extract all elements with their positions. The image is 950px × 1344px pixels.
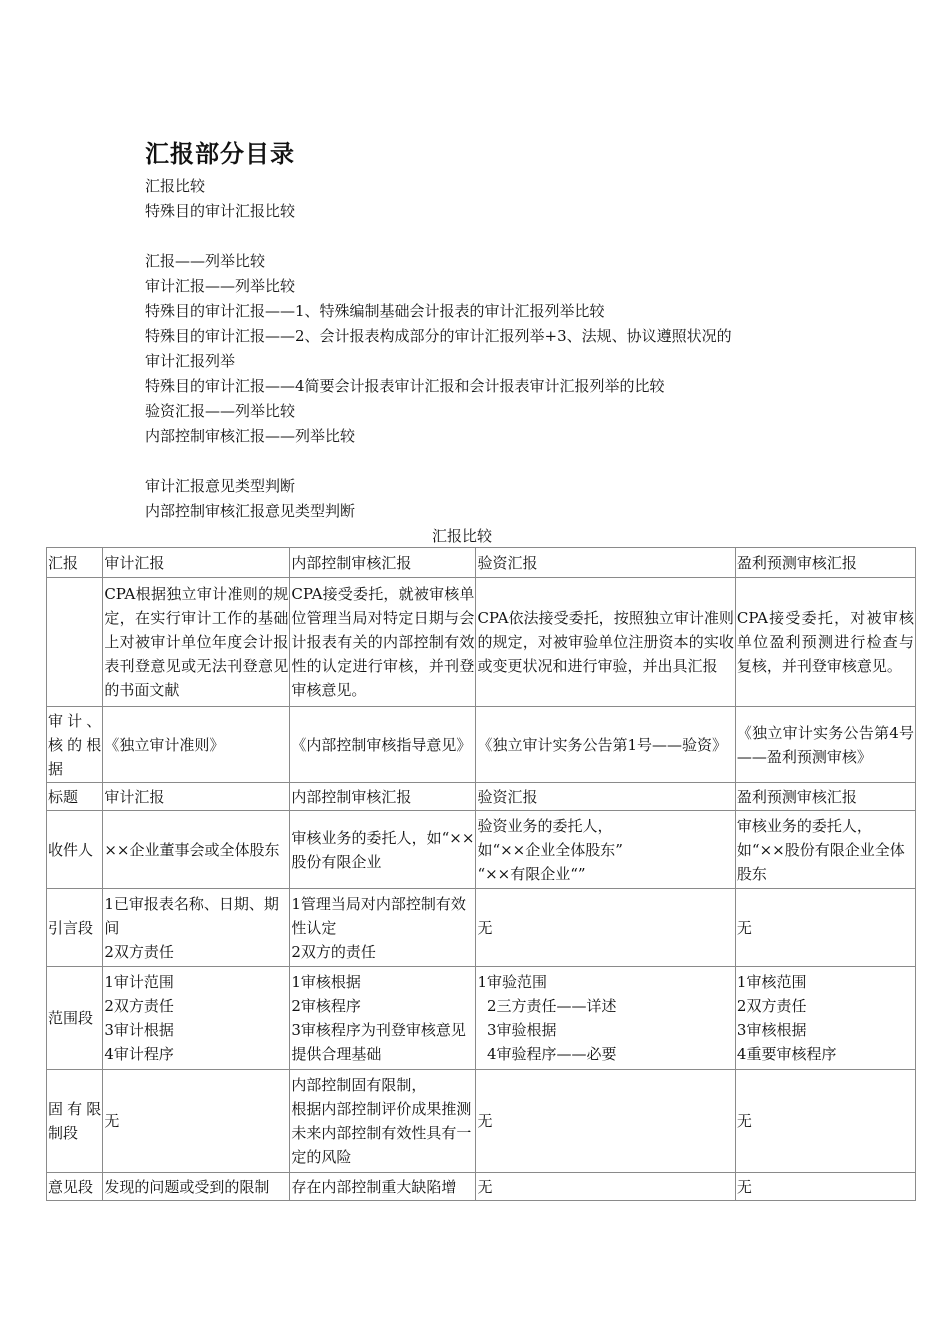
table-row-inherent-limitation	[47, 1070, 916, 1173]
table-caption: 汇报比较	[431, 527, 492, 545]
table-cell: CPA根据独立审计准则的规定，在实行审计工作的基础上对被审计单位年度会计报表刊登意见或无法刊登意见的书面文献	[103, 578, 290, 707]
table-cell: 内部控制固有限制， 根据内部控制评价成果推测未来内部控制有效性具有一定的风险	[290, 1070, 476, 1173]
toc-item[interactable]: 内部控制审核汇报——列举比较	[145, 427, 356, 445]
toc-item[interactable]: 审计汇报意见类型判断	[145, 477, 296, 495]
header-cell: 盈利预测审核汇报	[735, 548, 915, 578]
toc-item[interactable]: 特殊目的审计汇报——2、会计报表构成部分的审计汇报列举+3、法规、协议遵照状况的	[145, 327, 732, 345]
table-cell: ××企业董事会或全体股东	[103, 811, 290, 889]
table-cell: 审核业务的委托人，如“××股份有限企业	[290, 811, 476, 889]
header-cell: 内部控制审核汇报	[290, 548, 476, 578]
table-cell: CPA接受委托，就被审核单位管理当局对特定日期与会计报表有关的内部控制有效性的认定进行审核，并刊登审核意见。	[290, 578, 476, 707]
row-label: 审计、核的根据	[47, 707, 103, 783]
row-label	[47, 578, 103, 707]
toc-item[interactable]: 特殊目的审计汇报——4简要会计报表审计汇报和会计报表审计汇报列举的比较	[145, 377, 665, 395]
table-cell: 无	[735, 1173, 915, 1201]
table-cell: 1审计范围 2双方责任 3审计根据 4审计程序	[103, 967, 290, 1070]
comparison-table	[46, 547, 916, 1201]
table-cell: 盈利预测审核汇报	[735, 783, 915, 811]
table-row-title	[47, 783, 916, 811]
table-cell: 1审核范围 2双方责任 3审核根据 4重要审核程序	[735, 967, 915, 1070]
toc-item[interactable]: 审计汇报列举	[145, 352, 236, 370]
page-title: 汇报部分目录	[145, 140, 295, 168]
header-cell: 汇报	[47, 548, 103, 578]
table-header-row	[47, 548, 916, 578]
table-cell: 存在内部控制重大缺陷增	[290, 1173, 476, 1201]
table-cell: 审计汇报	[103, 783, 290, 811]
table-cell: 《独立审计实务公告第1号——验资》	[476, 707, 735, 783]
row-label: 意见段	[47, 1173, 103, 1201]
table-cell: 《内部控制审核指导意见》	[290, 707, 476, 783]
table-cell: 1已审报表名称、日期、期间 2双方责任	[103, 889, 290, 967]
header-cell: 审计汇报	[103, 548, 290, 578]
table-cell: 无	[735, 1070, 915, 1173]
table-row-opinion	[47, 1173, 916, 1201]
table-cell: 1管理当局对内部控制有效性认定 2双方的责任	[290, 889, 476, 967]
table-row-scope	[47, 967, 916, 1070]
row-label: 标题	[47, 783, 103, 811]
row-label: 收件人	[47, 811, 103, 889]
table-cell: 《独立审计准则》	[103, 707, 290, 783]
row-label: 固有限制段	[47, 1070, 103, 1173]
table-row-basis	[47, 707, 916, 783]
toc-item[interactable]: 特殊目的审计汇报比较	[145, 202, 296, 220]
toc-item[interactable]: 内部控制审核汇报意见类型判断	[145, 502, 356, 520]
table-cell: 验资业务的委托人， 如“××企业全体股东” “××有限企业“”	[476, 811, 735, 889]
table-cell: 无	[476, 1070, 735, 1173]
table-of-contents	[145, 174, 825, 524]
table-cell: CPA依法接受委托，按照独立审计准则的规定，对被审验单位注册资本的实收或变更状况和进行审验，并出具汇报	[476, 578, 735, 707]
table-cell: 内部控制审核汇报	[290, 783, 476, 811]
row-label: 引言段	[47, 889, 103, 967]
table-cell: 无	[735, 889, 915, 967]
table-row-definition	[47, 578, 916, 707]
table-cell: 发现的问题或受到的限制	[103, 1173, 290, 1201]
table-cell: 《独立审计实务公告第4号——盈利预测审核》	[735, 707, 915, 783]
table-row-recipient	[47, 811, 916, 889]
toc-item[interactable]: 验资汇报——列举比较	[145, 402, 296, 420]
table-cell: 无	[476, 889, 735, 967]
table-cell: 1审验范围 2三方责任——详述 3审验根据 4审验程序——必要	[476, 967, 735, 1070]
row-label: 范围段	[47, 967, 103, 1070]
header-cell: 验资汇报	[476, 548, 735, 578]
table-cell: 无	[103, 1070, 290, 1173]
table-cell: 1审核根据 2审核程序 3审核程序为刊登审核意见提供合理基础	[290, 967, 476, 1070]
table-cell: 验资汇报	[476, 783, 735, 811]
toc-item[interactable]: 汇报比较	[145, 177, 206, 195]
table-row-introduction	[47, 889, 916, 967]
toc-item[interactable]: 汇报——列举比较	[145, 252, 266, 270]
table-cell: CPA接受委托，对被审核单位盈利预测进行检查与复核，并刊登审核意见。	[735, 578, 915, 707]
table-cell: 审核业务的委托人， 如“××股份有限企业全体股东	[735, 811, 915, 889]
table-cell: 无	[476, 1173, 735, 1201]
toc-item[interactable]: 审计汇报——列举比较	[145, 277, 296, 295]
toc-item[interactable]: 特殊目的审计汇报——1、特殊编制基础会计报表的审计汇报列举比较	[145, 302, 605, 320]
